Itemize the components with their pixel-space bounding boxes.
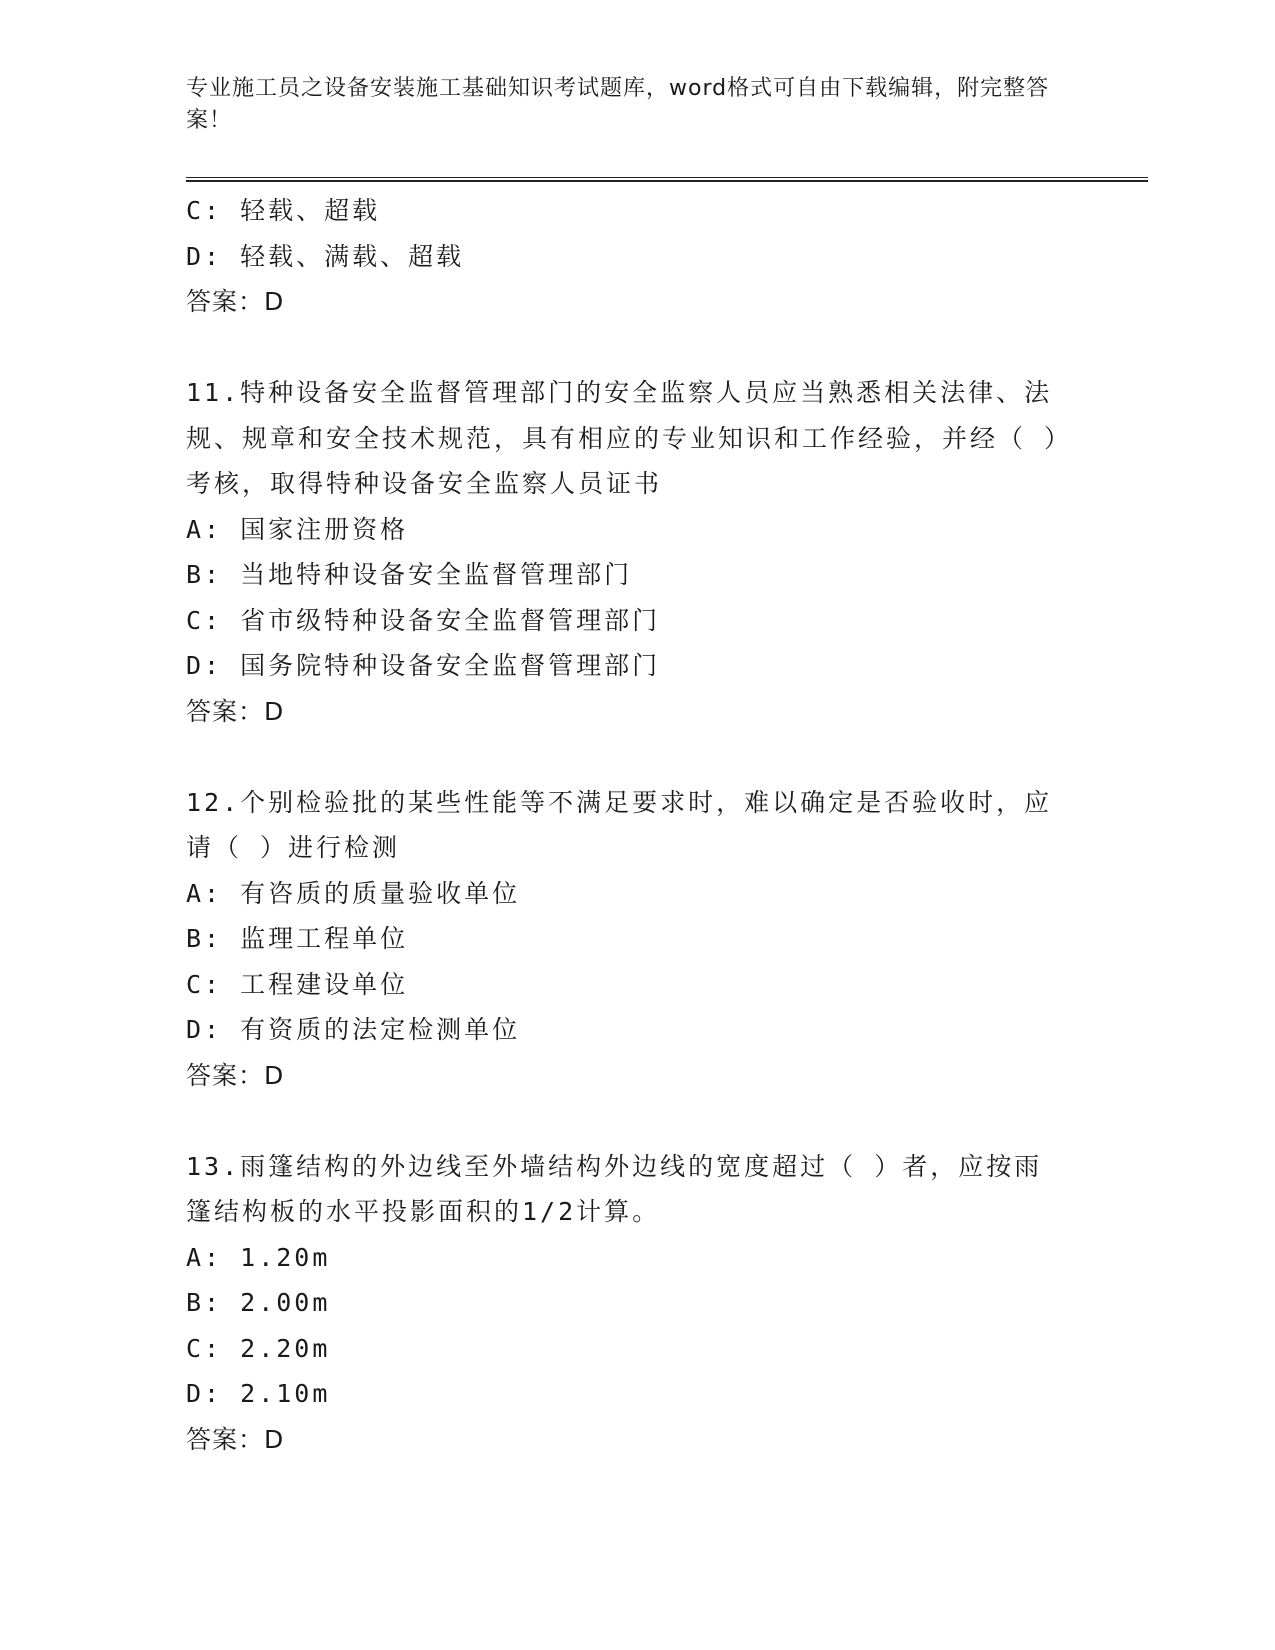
- document-page: [186, 0, 1146, 1650]
- question-stem: 11.特种设备安全监督管理部门的安全监察人员应当熟悉相关法律、法规、规章和安全技术规范，具有相应的专业知识和工作经验，并经（ ）考核，取得特种设备安全监察人员证书: [186, 378, 1060, 498]
- question-stem: 12.个别检验批的某些性能等不满足要求时，难以确定是否验收时，应请（ ）进行检测: [186, 787, 1053, 862]
- option-b: B: 当地特种设备安全监督管理部门: [186, 560, 633, 589]
- answer-label: 答案：D: [186, 696, 285, 726]
- answer-label: 答案：D: [186, 287, 285, 316]
- option-c: C: 2.20m: [186, 1333, 331, 1363]
- document-header: 专业施工员之设备安装施工基础知识考试题库，word格式可自由下载编辑，附完整答案！: [186, 76, 1050, 133]
- spacer: [186, 734, 1086, 780]
- question-13: [186, 1144, 1086, 1463]
- answer-label: 答案：D: [186, 1424, 285, 1454]
- question-12: [186, 780, 1086, 1099]
- partial-question: [186, 188, 1086, 325]
- answer-label: 答案：D: [186, 1060, 285, 1090]
- option-a: A: 1.20m: [186, 1242, 331, 1272]
- option-d: D: 轻载、满载、超载: [186, 241, 465, 271]
- option-b: B: 监理工程单位: [186, 924, 409, 953]
- option-c: C: 轻载、超载: [186, 196, 381, 225]
- spacer: [186, 325, 1086, 371]
- option-d: D: 2.10m: [186, 1379, 331, 1408]
- option-a: A: 国家注册资格: [186, 514, 409, 544]
- spacer: [186, 1098, 1086, 1144]
- option-a: A: 有咨质的质量验收单位: [186, 878, 521, 908]
- option-d: D: 国务院特种设备安全监督管理部门: [186, 651, 661, 680]
- option-d: D: 有资质的法定检测单位: [186, 1015, 521, 1044]
- header-divider: [186, 177, 1148, 182]
- option-c: C: 工程建设单位: [186, 969, 409, 999]
- document-content: [186, 188, 1086, 1462]
- question-stem: 13.雨篷结构的外边线至外墙结构外边线的宽度超过（ ）者，应按雨篷结构板的水平投影面积的1/2计算。: [186, 1151, 1043, 1226]
- question-11: [186, 370, 1086, 734]
- option-b: B: 2.00m: [186, 1288, 331, 1317]
- option-c: C: 省市级特种设备安全监督管理部门: [186, 605, 661, 635]
